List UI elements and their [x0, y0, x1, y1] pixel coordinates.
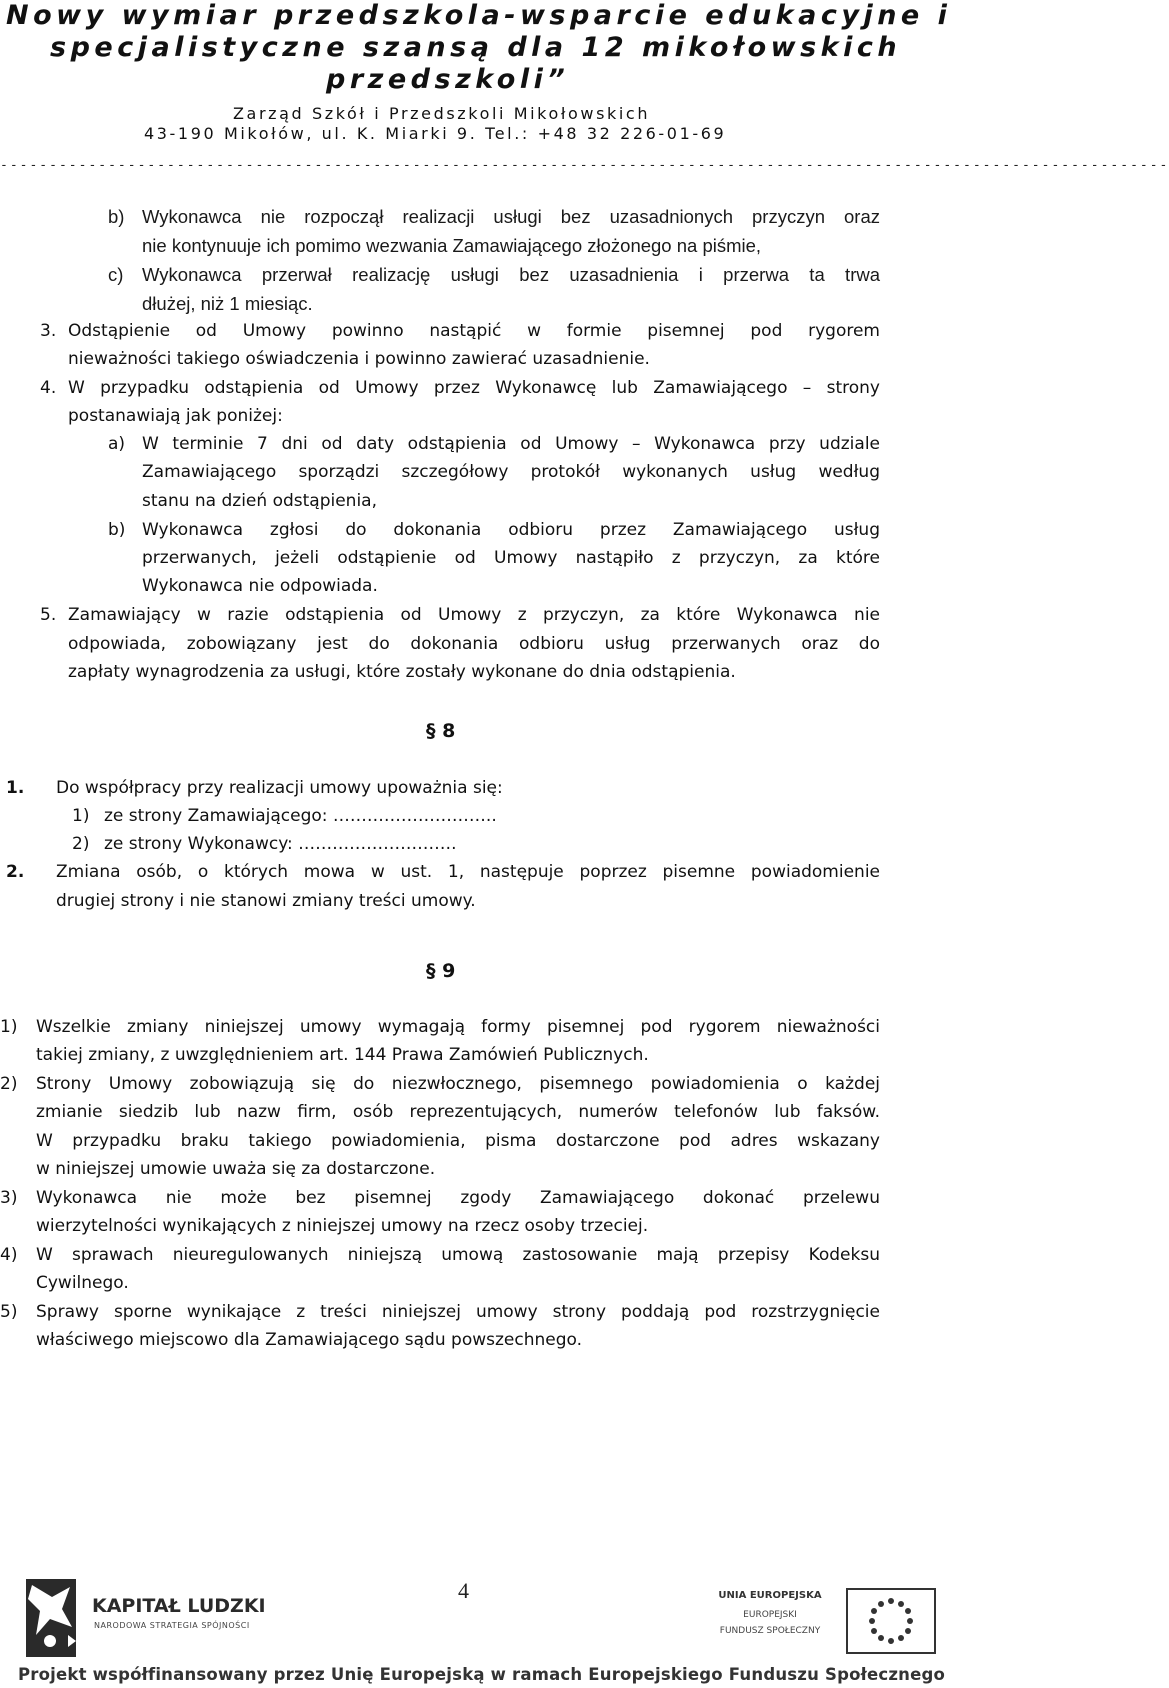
s9-item-2-line-1: Strony Umowy zobowiązują się do niezwłocznego, pisemnego powiadomienia o każdej [36, 1074, 880, 1094]
eu-logo-line-1: UNIA EUROPEJSKA [718, 1590, 822, 1601]
eu-logo-line-3: FUNDUSZ SPOŁECZNY [719, 1626, 821, 1636]
kapital-ludzki-emblem-icon [22, 1575, 282, 1665]
header-address: 43-190 Mikołów, ul. K. Miarki 9. Tel.: +48 32 226-01-69 [144, 124, 727, 143]
point-3-label: 3. [40, 321, 57, 341]
point-4b-line-1: Wykonawca zgłosi do dokonania odbioru przez Zamawiającego usług [142, 520, 880, 540]
kapital-ludzki-name: KAPITAŁ LUDZKI [92, 1595, 266, 1617]
point-4a-line-1: W terminie 7 dni od daty odstąpienia od Umowy – Wykonawca przy udziale [142, 434, 880, 454]
point-4b-line-3: Wykonawca nie odpowiada. [142, 576, 378, 596]
header-title-line-3: przedszkoli” [326, 64, 570, 95]
item-b-line-2: nie kontynuuje ich pomimo wezwania Zamawiającego złożonego na piśmie, [142, 235, 762, 256]
s9-item-5-label: 5) [0, 1302, 18, 1322]
point-4-line-1: W przypadku odstąpienia od Umowy przez Wykonawcę lub Zamawiającego – strony [68, 378, 880, 398]
s8-point-2-line-2: drugiej strony i nie stanowi zmiany treści umowy. [56, 891, 476, 911]
point-3-line-1: Odstąpienie od Umowy powinno nastąpić w formie pisemnej pod rygorem [68, 321, 880, 341]
s9-item-3-label: 3) [0, 1188, 18, 1208]
item-c-line-2: dłużej, niż 1 miesiąc. [142, 293, 313, 314]
s8-point-1-1-text: ze strony Zamawiającego: ……………………….. [104, 806, 497, 826]
s9-item-1-label: 1) [0, 1017, 18, 1037]
s9-item-4-line-2: Cywilnego. [36, 1273, 129, 1293]
point-5-line-1: Zamawiający w razie odstąpienia od Umowy z przyczyn, za które Wykonawca nie [68, 605, 880, 625]
section-9-heading: § 9 [426, 960, 456, 982]
point-5-label: 5. [40, 605, 57, 625]
project-cofinancing-note: Projekt współfinansowany przez Unię Europejską w ramach Europejskiego Funduszu Społecznego [18, 1665, 946, 1684]
s9-item-2-line-3: W przypadku braku takiego powiadomienia, pisma dostarczone pod adres wskazany [36, 1131, 880, 1151]
s9-item-4-line-1: W sprawach nieuregulowanych niniejszą umową zastosowanie mają przepisy Kodeksu [36, 1245, 880, 1265]
s8-point-1-2-label: 2) [72, 834, 90, 854]
s9-item-4-label: 4) [0, 1245, 18, 1265]
page-number: 4 [458, 1578, 469, 1603]
s9-item-2-line-2: zmianie siedzib lub nazw firm, osób reprezentujących, numerów telefonów lub faksów. [36, 1102, 880, 1122]
s9-item-3-line-2: wierzytelności wynikających z niniejszej umowy na rzecz osoby trzeciej. [36, 1216, 649, 1236]
s8-point-1-text: Do współpracy przy realizacji umowy upoważnia się: [56, 778, 503, 798]
point-4a-line-2: Zamawiającego sporządzi szczegółowy protokół wykonanych usług według [142, 462, 880, 482]
s9-item-3-line-1: Wykonawca nie może bez pisemnej zgody Zamawiającego dokonać przelewu [36, 1188, 880, 1208]
point-5-line-2: odpowiada, zobowiązany jest do dokonania odbioru usług przerwanych oraz do [68, 634, 880, 654]
s8-point-1-2-text: ze strony Wykonawcy: ………………………. [104, 834, 457, 854]
point-4a-label: a) [108, 434, 126, 454]
s8-point-1-label: 1. [6, 778, 25, 798]
eu-logo [700, 1588, 940, 1660]
s8-point-2-line-1: Zmiana osób, o których mowa w ust. 1, następuje poprzez pisemne powiadomienie [56, 862, 880, 882]
s8-point-1-1-label: 1) [72, 806, 90, 826]
header-title-line-2: specjalistyczne szansą dla 12 mikołowskich [50, 32, 902, 63]
s9-item-1-line-1: Wszelkie zmiany niniejszej umowy wymagają formy pisemnej pod rygorem nieważności [36, 1017, 880, 1037]
point-4a-line-3: stanu na dzień odstąpienia, [142, 491, 377, 511]
point-5-line-3: zapłaty wynagrodzenia za usługi, które zostały wykonane do dnia odstąpienia. [68, 662, 736, 682]
point-4-label: 4. [40, 378, 57, 398]
header-organization: Zarząd Szkół i Przedszkoli Mikołowskich [233, 104, 651, 123]
s9-item-2-label: 2) [0, 1074, 18, 1094]
s9-item-5-line-1: Sprawy sporne wynikające z treści niniejszej umowy strony poddają pod rozstrzygnięcie [36, 1302, 880, 1322]
eu-flag-icon [846, 1588, 936, 1654]
section-8-heading: § 8 [426, 720, 456, 742]
header-title-line-1: Nowy wymiar przedszkola-wsparcie edukacyjne i [6, 0, 952, 31]
point-4-line-2: postanawiają jak poniżej: [68, 406, 283, 426]
item-b-label: b) [108, 206, 125, 227]
point-3-line-2: nieważności takiego oświadczenia i powinno zawierać uzasadnienie. [68, 349, 650, 369]
point-4b-line-2: przerwanych, jeżeli odstąpienie od Umowy nastąpiło z przyczyn, za które [142, 548, 880, 568]
kapital-ludzki-subtitle: NARODOWA STRATEGIA SPÓJNOŚCI [94, 1621, 250, 1630]
kapital-ludzki-logo [22, 1575, 282, 1665]
s9-item-2-line-4: w niniejszej umowie uważa się za dostarczone. [36, 1159, 436, 1179]
s8-point-2-label: 2. [6, 862, 25, 882]
eu-logo-line-2: EUROPEJSKI [743, 1610, 797, 1620]
s9-item-1-line-2: takiej zmiany, z uwzględnieniem art. 144 Prawa Zamówień Publicznych. [36, 1045, 649, 1065]
item-c-line-1: Wykonawca przerwał realizację usługi bez uzasadnienia i przerwa ta trwa [142, 264, 880, 285]
item-b-line-1: Wykonawca nie rozpoczął realizacji usługi bez uzasadnionych przyczyn oraz [142, 206, 880, 227]
item-c-label: c) [108, 264, 124, 285]
header-separator: ----------------------------------------------------------------------------------------------------------------------- [0, 158, 1169, 173]
point-4b-label: b) [108, 520, 126, 540]
s9-item-5-line-2: właściwego miejscowo dla Zamawiającego sądu powszechnego. [36, 1330, 583, 1350]
